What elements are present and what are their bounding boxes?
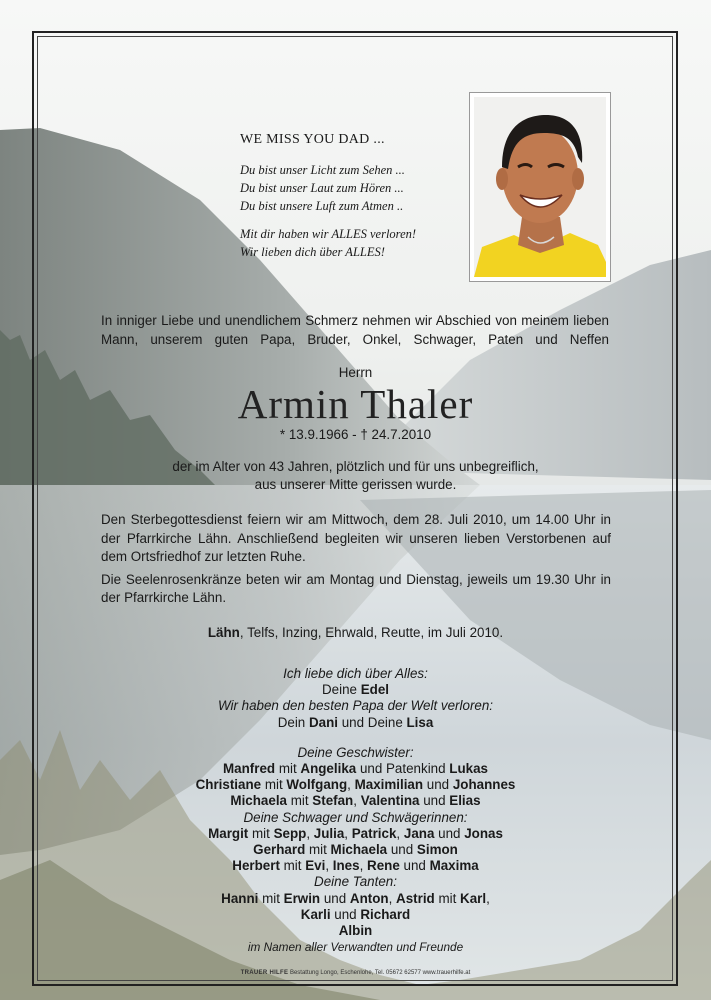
mourner-name: Patrick	[351, 825, 397, 841]
mourner-name: Anton	[349, 890, 389, 906]
spacer	[0, 731, 711, 745]
mourner-name: Karl	[460, 890, 487, 906]
service-paragraph: Den Sterbegottesdienst feiern wir am Mittwoch, dem 28. Juli 2010, um 14.00 Uhr in der Pfarrkirche Lähn. Anschließend begleiten wir unseren lieben Verstorbenen auf dem Ortsfriedhof zur letzten Ruhe.	[101, 512, 611, 565]
mourner-line	[0, 907, 711, 923]
mourner-name: Christiane	[195, 777, 262, 793]
mourner-line	[0, 682, 711, 698]
mourner-name: Sepp	[273, 825, 307, 841]
mourner-name: Julia	[313, 825, 345, 841]
mourner-line	[0, 842, 711, 858]
service-paragraph: Die Seelenrosenkränze beten wir am Montag und Dienstag, jeweils um 19.30 Uhr in der Pfarrkirche Lähn.	[101, 571, 611, 606]
mourner-name: Manfred	[223, 761, 276, 777]
mourner-text: und Deine	[338, 714, 407, 730]
motto-block	[240, 132, 460, 261]
mourner-text: mit	[287, 793, 313, 809]
mourner-text: Deine Tanten:	[314, 874, 397, 890]
mourner-name: Jonas	[464, 825, 503, 841]
motto-line: Mit dir haben wir ALLES verloren!	[240, 227, 417, 241]
mourner-text: Dein	[277, 714, 309, 730]
mourner-name: Margit	[208, 825, 249, 841]
mourner-text: und	[320, 890, 350, 906]
age-line: der im Alter von 43 Jahren, plötzlich und für uns unbegreiflich,	[172, 459, 539, 474]
mourner-name: Michaela	[330, 842, 388, 858]
mourner-name: Gerhard	[253, 842, 306, 858]
mourner-text: mit	[434, 890, 461, 906]
footer-text: Bestattung Longo, Eschenlohe, Tel. 05672 62577 www.trauerhilfe.at	[288, 970, 471, 976]
place-town: Lähn	[207, 625, 240, 640]
mourner-text: ,	[306, 825, 314, 841]
mourner-name: Dani	[308, 714, 338, 730]
life-dates: * 13.9.1966 - † 24.7.2010	[279, 427, 432, 442]
mourner-name: Lisa	[406, 714, 434, 730]
salutation: Herrn	[338, 365, 373, 380]
mourner-text: mit	[248, 825, 274, 841]
mourner-text: mit	[261, 777, 287, 793]
mourner-name: Erwin	[283, 890, 321, 906]
mourner-text: Deine	[322, 682, 361, 698]
mourner-line	[0, 793, 711, 809]
mourner-text: ,	[353, 793, 361, 809]
mourner-name: Albin	[338, 923, 373, 939]
mourner-name: Jana	[403, 825, 435, 841]
mourner-text: mit	[275, 761, 301, 777]
motto-line: Du bist unser Laut zum Hören ...	[240, 181, 404, 195]
mourner-line	[0, 810, 711, 826]
mourner-name: Rene	[367, 858, 400, 874]
age-line: aus unserer Mitte gerissen wurde.	[254, 477, 457, 492]
portrait-photo	[469, 92, 611, 282]
mourner-line	[0, 858, 711, 874]
motto-line: Wir lieben dich über ALLES!	[240, 245, 385, 259]
mourner-line	[0, 891, 711, 907]
motto-line: Du bist unser Licht zum Sehen ...	[240, 163, 405, 177]
mourner-name: Johannes	[452, 777, 516, 793]
portrait-image	[474, 97, 606, 277]
mourner-name: Richard	[360, 906, 411, 922]
mourner-line	[0, 666, 711, 682]
mourner-line	[0, 939, 711, 955]
deceased-name: Armin Thaler	[237, 381, 474, 427]
mourner-name: Ines	[332, 858, 360, 874]
mourner-name: Evi	[305, 858, 326, 874]
mourner-name: Herbert	[232, 858, 280, 874]
mourner-text: ,	[344, 825, 352, 841]
mourner-text: und	[387, 842, 417, 858]
mourner-text: Deine Geschwister:	[297, 744, 414, 760]
footer-brand: TRAUER HILFE	[240, 970, 289, 976]
mourner-name: Wolfgang	[286, 777, 348, 793]
mourner-text: mit	[279, 858, 306, 874]
motto-title: WE MISS YOU DAD ...	[240, 132, 385, 147]
mourner-text: mit	[305, 842, 331, 858]
mourner-text: und	[399, 858, 430, 874]
mourner-name: Angelika	[300, 761, 357, 777]
mourners-list	[0, 666, 711, 955]
mourner-text: ,	[486, 890, 490, 906]
mourner-name: Lukas	[449, 761, 488, 777]
mourner-name: Maxima	[429, 858, 479, 874]
motto-line: Du bist unsere Luft zum Atmen ..	[240, 199, 404, 213]
place-date	[0, 625, 711, 640]
mourner-text: und Patenkind	[356, 761, 450, 777]
mourner-text: ,	[359, 858, 368, 874]
mourner-text: Wir haben den besten Papa der Welt verloren:	[217, 698, 494, 714]
footer-imprint	[0, 970, 711, 976]
mourner-text: und	[330, 906, 361, 922]
mourner-line	[0, 923, 711, 939]
mourner-text: und	[423, 777, 453, 793]
mourner-name: Stefan	[312, 793, 354, 809]
place-rest: , Telfs, Inzing, Ehrwald, Reutte, im Juli 2010.	[239, 625, 504, 640]
mourner-line	[0, 698, 711, 714]
mourner-line	[0, 761, 711, 777]
age-text	[150, 458, 561, 494]
mourner-line	[0, 874, 711, 890]
mourner-text: und	[434, 825, 465, 841]
mourner-name: Maximilian	[354, 777, 424, 793]
intro-text: In inniger Liebe und unendlichem Schmerz nehmen wir Abschied von meinem lieben Mann, unserem guten Papa, Bruder, Onkel, Schwager, Paten und Neffen	[101, 313, 609, 347]
mourner-text: Ich liebe dich über Alles:	[283, 666, 428, 681]
mourner-name: Elias	[449, 793, 481, 809]
mourner-line	[0, 826, 711, 842]
mourner-text: ,	[347, 777, 355, 793]
mourner-name: Hanni	[221, 890, 259, 906]
mourner-line	[0, 745, 711, 761]
mourner-name: Edel	[360, 682, 389, 698]
mourner-name: Simon	[416, 842, 458, 858]
mourner-line	[0, 715, 711, 731]
mourner-text: mit	[258, 890, 284, 906]
mourner-text: und	[419, 793, 450, 809]
mourner-name: Michaela	[230, 793, 287, 809]
mourner-text: Deine Schwager und Schwägerinnen:	[243, 809, 468, 825]
mourner-text: ,	[325, 858, 333, 874]
mourner-name: Valentina	[360, 793, 420, 809]
mourner-text: ,	[388, 890, 397, 906]
service-info	[101, 511, 611, 612]
mourner-name: Astrid	[396, 890, 435, 906]
mourner-name: Karli	[300, 906, 331, 922]
mourner-text: ,	[396, 825, 404, 841]
mourner-text: im Namen aller Verwandten und Freunde	[247, 940, 464, 955]
mourner-line	[0, 777, 711, 793]
